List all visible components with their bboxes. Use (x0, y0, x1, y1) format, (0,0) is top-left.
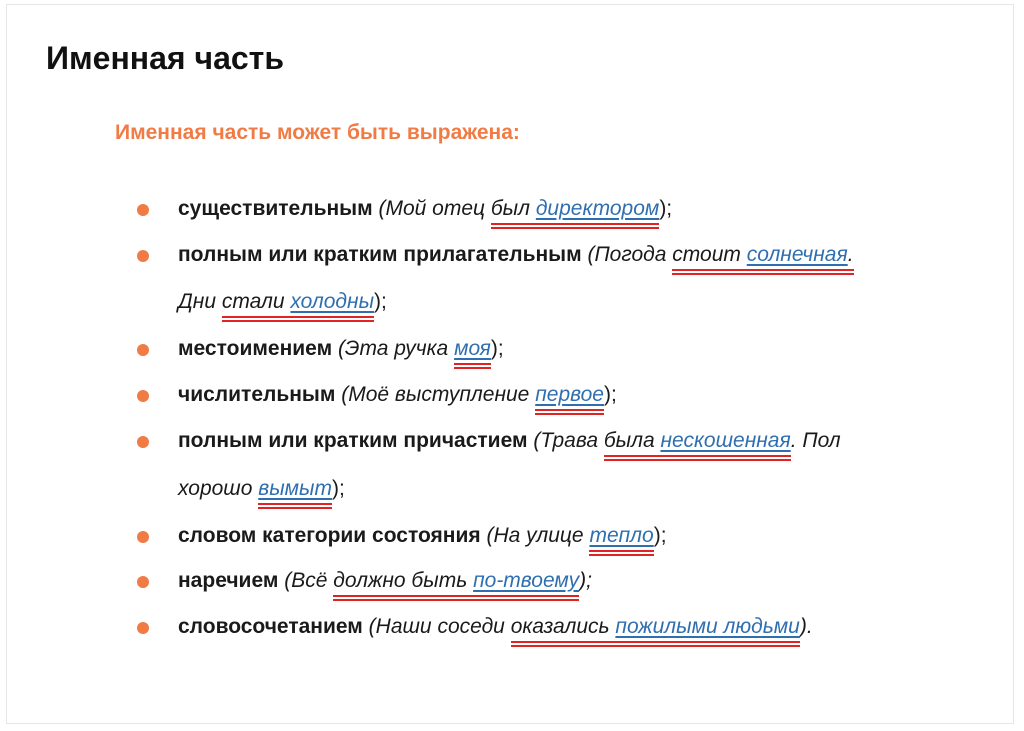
item-term: числительным (178, 383, 336, 406)
item-term: словом категории состояния (178, 524, 481, 547)
predicate-noun: первое (535, 383, 604, 406)
predicate-noun: по-твоему (473, 569, 580, 592)
bullet-dot-icon (137, 344, 149, 356)
item-term: наречием (178, 569, 279, 592)
item-term: словосочетанием (178, 615, 363, 638)
item-example: (Эта ручка моя (332, 337, 491, 360)
predicate-noun: вымыт (258, 477, 333, 500)
item-example: (Моё выступление первое (335, 383, 604, 406)
subtitle: Именная часть может быть выражена: (115, 121, 520, 144)
item-example: (На улице тепло (480, 524, 654, 547)
item-example: (Наши соседи оказались пожилыми людьми). (362, 615, 813, 638)
item-example: (Всё должно быть по-твоему); (278, 569, 592, 592)
bullet-dot-icon (137, 390, 149, 402)
page-title: Именная часть (46, 40, 284, 76)
item-example: (Погода стоит солнечная. (581, 243, 854, 266)
bullet-list: существительным (Мой отец был директором); полным или кратким прилагательным (Погода стоит солнечная. Дни стали холодны); местоимением (Эта ручка моя); числительным (Моё выступление первое); полным или кратким причастием (Трава была нескошенная. Пол хорошо вымыт); словом категории состояния (На улице тепло); наречием (Всё должно быть по-твоему); словосочетанием (Наши соседи оказались пожилыми людьми). (0, 0, 1024, 731)
predicate-underline: стали холодны (221, 290, 375, 313)
predicate-noun: моя (454, 337, 491, 360)
bullet-dot-icon (137, 436, 149, 448)
predicate-noun: директором (535, 197, 660, 220)
bullet-dot-icon (137, 622, 149, 634)
predicate-underline: была нескошенная (603, 429, 791, 452)
predicate-underline (589, 523, 653, 549)
item-example: (Трава была нескошенная. Пол (527, 429, 841, 452)
predicate-underline: стоит солнечная. (672, 243, 854, 266)
predicate-noun: пожилыми людьми (615, 615, 800, 638)
bullet-dot-icon (137, 250, 149, 262)
bullet-dot-icon (137, 576, 149, 588)
predicate-underline: был директором (490, 197, 660, 220)
predicate-noun: нескошенная (660, 429, 791, 452)
predicate-underline (454, 336, 491, 362)
item-term: местоимением (178, 337, 333, 360)
predicate-underline (535, 382, 604, 408)
bullet-dot-icon (137, 204, 149, 216)
item-term: существительным (178, 197, 373, 220)
item-example: (Мой отец был директором (372, 197, 660, 220)
predicate-underline (258, 476, 332, 502)
predicate-noun: тепло (589, 524, 654, 547)
bullet-dot-icon (137, 531, 149, 543)
predicate-underline: оказались пожилыми людьми (510, 615, 800, 638)
predicate-underline: должно быть по-твоему (333, 569, 580, 592)
item-term: полным или кратким причастием (178, 429, 528, 452)
predicate-noun: холодны (290, 290, 375, 313)
predicate-noun: солнечная (746, 243, 848, 266)
item-term: полным или кратким прилагательным (178, 243, 582, 266)
